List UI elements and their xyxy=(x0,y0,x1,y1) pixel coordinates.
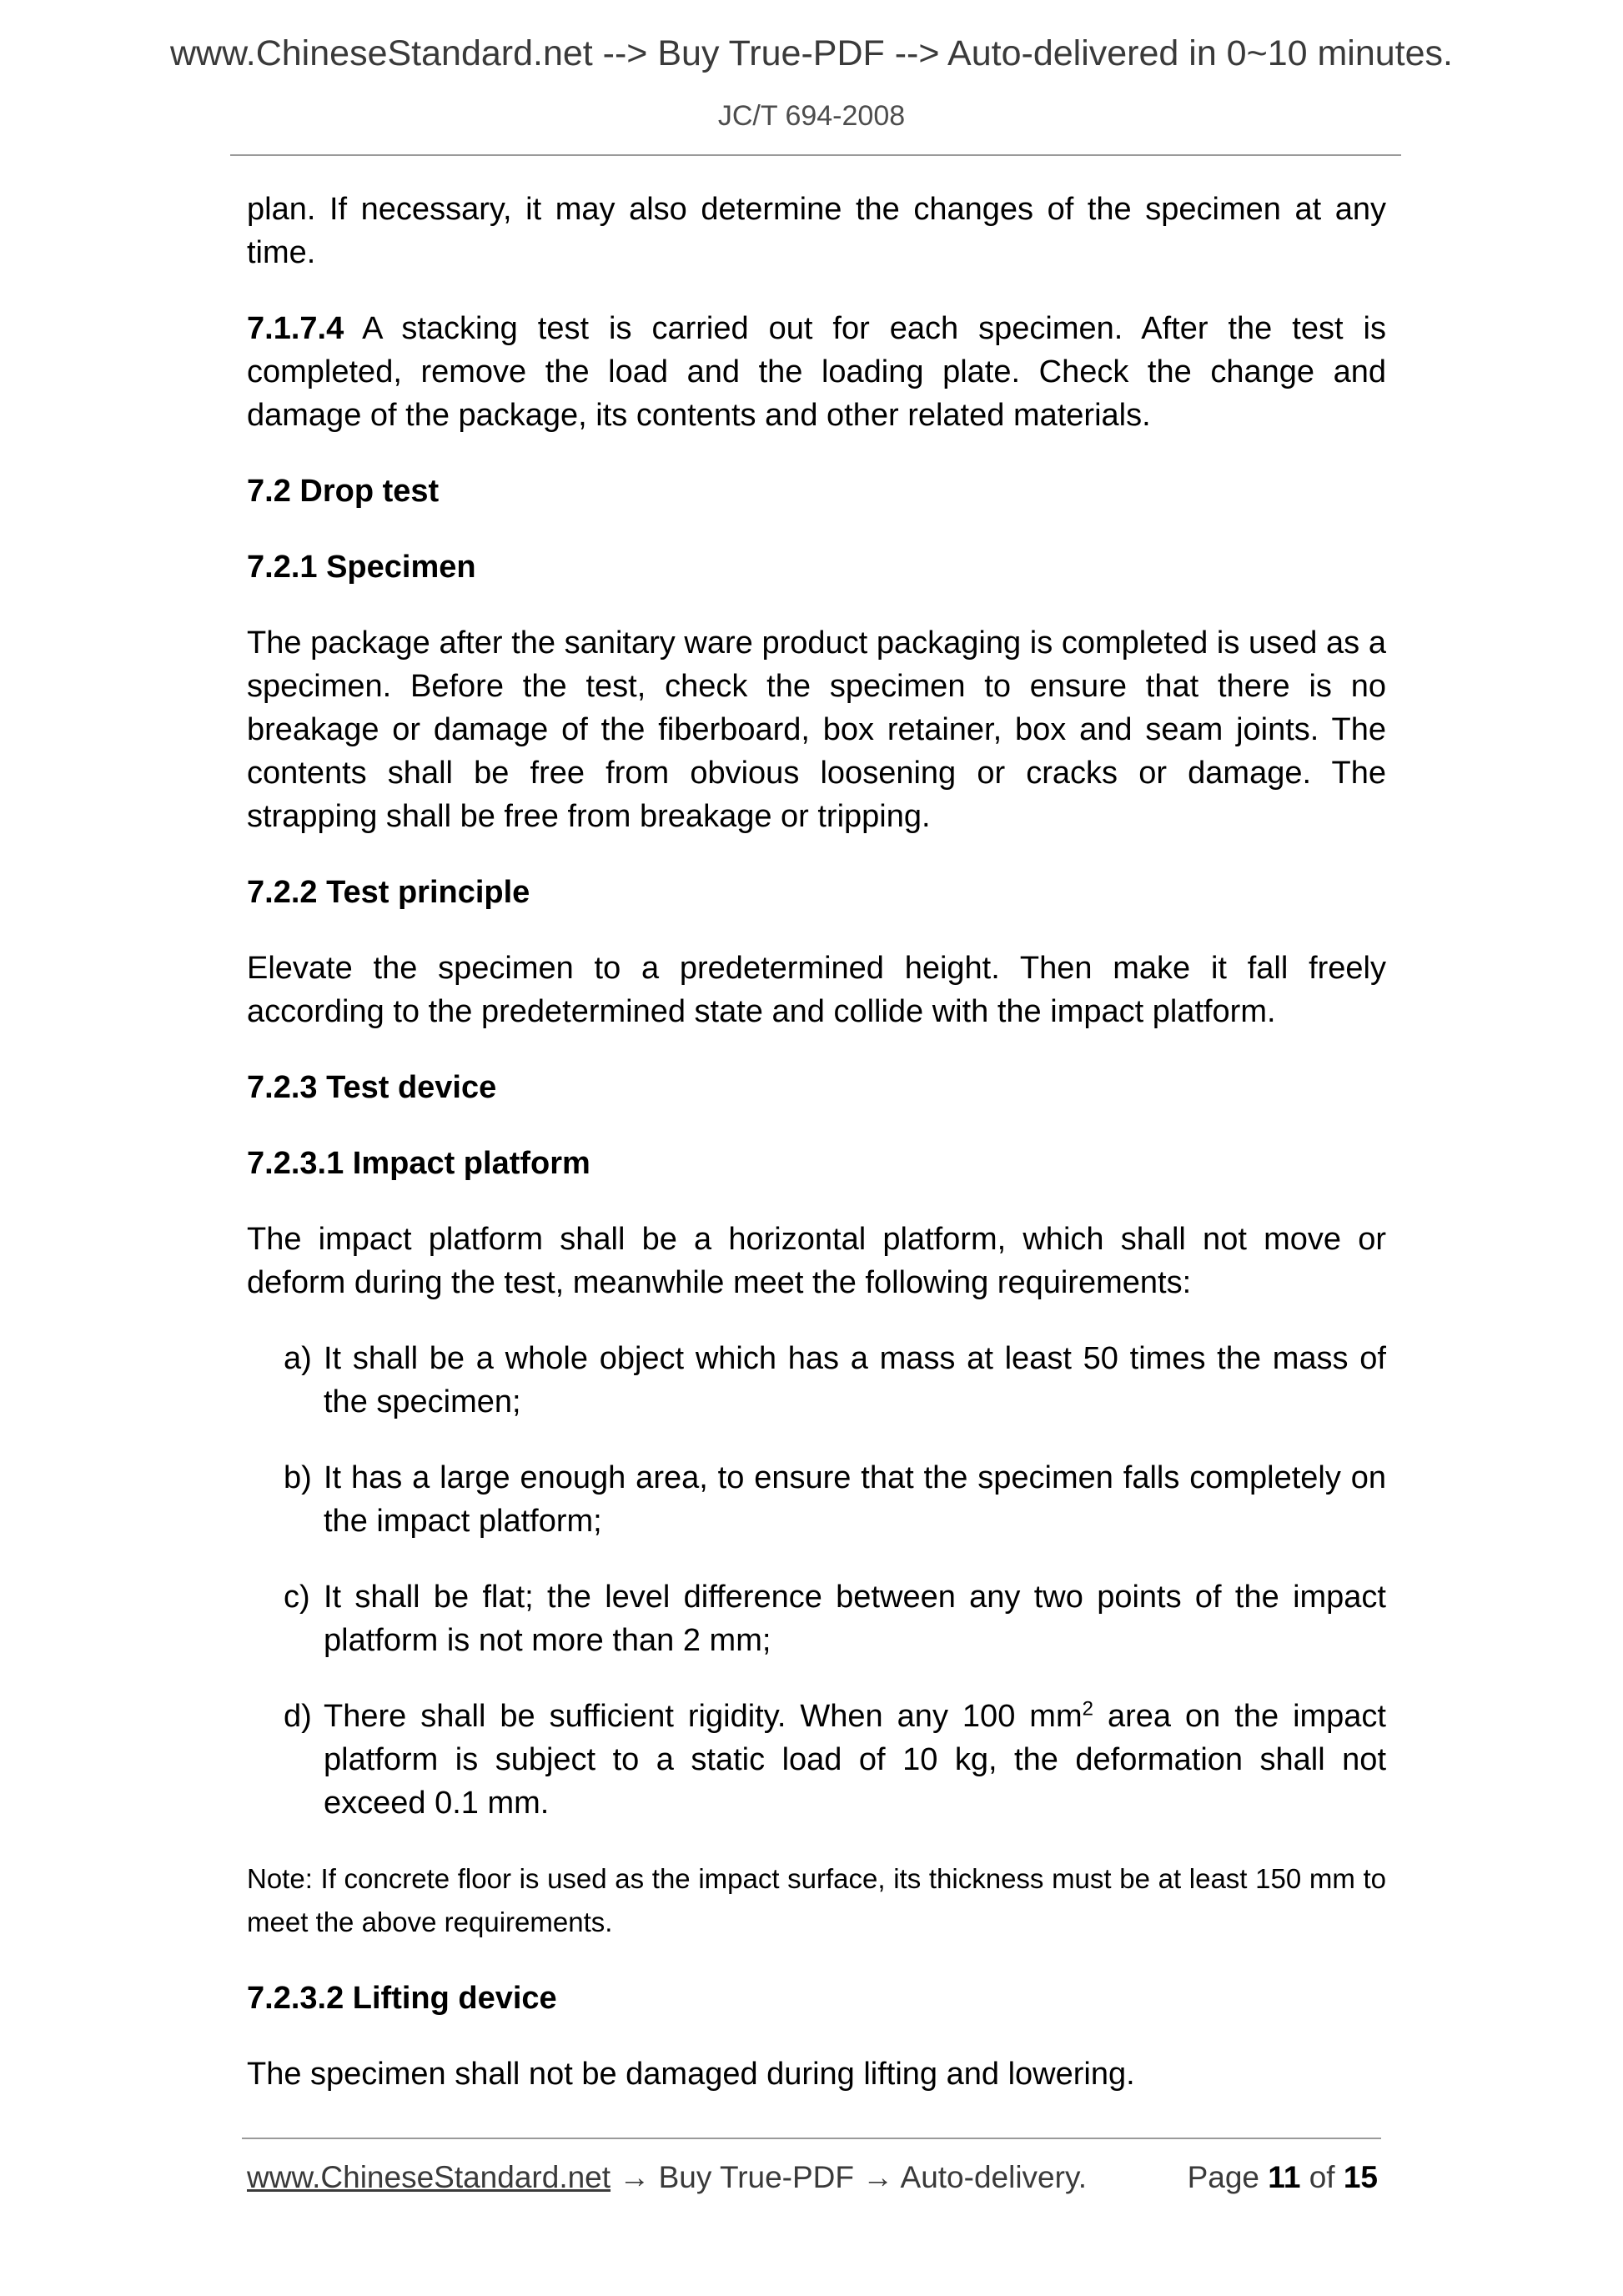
paragraph-lifting-device: The specimen shall not be damaged during lifting and lowering. xyxy=(247,2057,1135,2092)
paragraph-continuation: plan. If necessary, it may also determine the changes of the specimen at any time. xyxy=(247,192,1386,270)
list-marker: b) xyxy=(284,1460,312,1495)
heading-impact-platform: 7.2.3.1 Impact platform xyxy=(247,1146,590,1181)
list-item-text-continued: area on the impact platform is subject to a static load of 10 kg, the deformation shall not exceed 0.1 mm. xyxy=(324,1699,1386,1821)
header-divider xyxy=(230,154,1401,156)
paragraph-test-principle: Elevate the specimen to a predetermined height. Then make it fall freely according to the predetermined state and collide with the impact platform. xyxy=(247,951,1386,1029)
of-label: of xyxy=(1300,2160,1344,2194)
clause-text: A stacking test is carried out for each specimen. After the test is completed, remove the load and the loading plate. Check the change and damage of the package, its contents and other related materials. xyxy=(247,311,1386,433)
heading-specimen: 7.2.1 Specimen xyxy=(247,550,476,585)
site-banner: www.ChineseStandard.net --> Buy True-PDF --> Auto-delivered in 0~10 minutes. xyxy=(169,33,1453,73)
heading-drop-test: 7.2 Drop test xyxy=(247,474,440,509)
list-marker: d) xyxy=(284,1699,312,1734)
note: Note: If concrete floor is used as the impact surface, its thickness must be at least 150 mm to meet the above requirements. xyxy=(247,1863,1386,1937)
superscript: 2 xyxy=(1082,1697,1093,1721)
heading-test-device: 7.2.3 Test device xyxy=(247,1070,497,1105)
list-item-text: There shall be sufficient rigidity. When any 100 mm xyxy=(324,1699,1083,1734)
standard-code: JC/T 694-2008 xyxy=(717,100,906,132)
heading-test-principle: 7.2.2 Test principle xyxy=(247,875,530,910)
heading-lifting-device: 7.2.3.2 Lifting device xyxy=(247,1981,557,2016)
list-item xyxy=(247,1337,1386,1424)
footer-site-link[interactable]: www.ChineseStandard.net xyxy=(247,2160,611,2194)
footer-tagline: → Buy True-PDF → Auto-delivery. xyxy=(611,2160,1087,2194)
list-item-text: It shall be a whole object which has a mass at least 50 times the mass of the specimen; xyxy=(324,1341,1386,1419)
total-pages: 15 xyxy=(1343,2160,1378,2194)
list-item-text: It has a large enough area, to ensure that the specimen falls completely on the impact platform; xyxy=(324,1460,1386,1539)
list-item xyxy=(247,1695,1386,1825)
list-item xyxy=(247,1456,1386,1543)
list-item-text: It shall be flat; the level difference between any two points of the impact platform is not more than 2 mm; xyxy=(324,1580,1386,1658)
current-page: 11 xyxy=(1268,2160,1301,2194)
page-label: Page xyxy=(1187,2160,1269,2194)
footer-divider xyxy=(242,2138,1381,2139)
list-marker: c) xyxy=(284,1580,310,1615)
page-number xyxy=(1188,2160,1378,2195)
list-marker: a) xyxy=(284,1341,312,1376)
list-item xyxy=(247,1575,1386,1662)
clause-7-1-7-4 xyxy=(247,307,1386,437)
clause-number: 7.1.7.4 xyxy=(247,311,344,346)
paragraph-impact-platform: The impact platform shall be a horizontal platform, which shall not move or deform during the test, meanwhile meet the following requirements: xyxy=(247,1222,1386,1300)
document-body xyxy=(247,188,1386,2128)
paragraph-specimen: The package after the sanitary ware product packaging is completed is used as a specimen. Before the test, check the specimen to ensure that there is no breakage or damage of the fiberboard, box retainer, box and seam joints. The contents shall be free from obvious loosening or cracks or damage. The strapping shall be free from breakage or tripping. xyxy=(247,625,1386,834)
page-footer xyxy=(247,2160,1378,2195)
requirements-list xyxy=(247,1337,1386,1825)
